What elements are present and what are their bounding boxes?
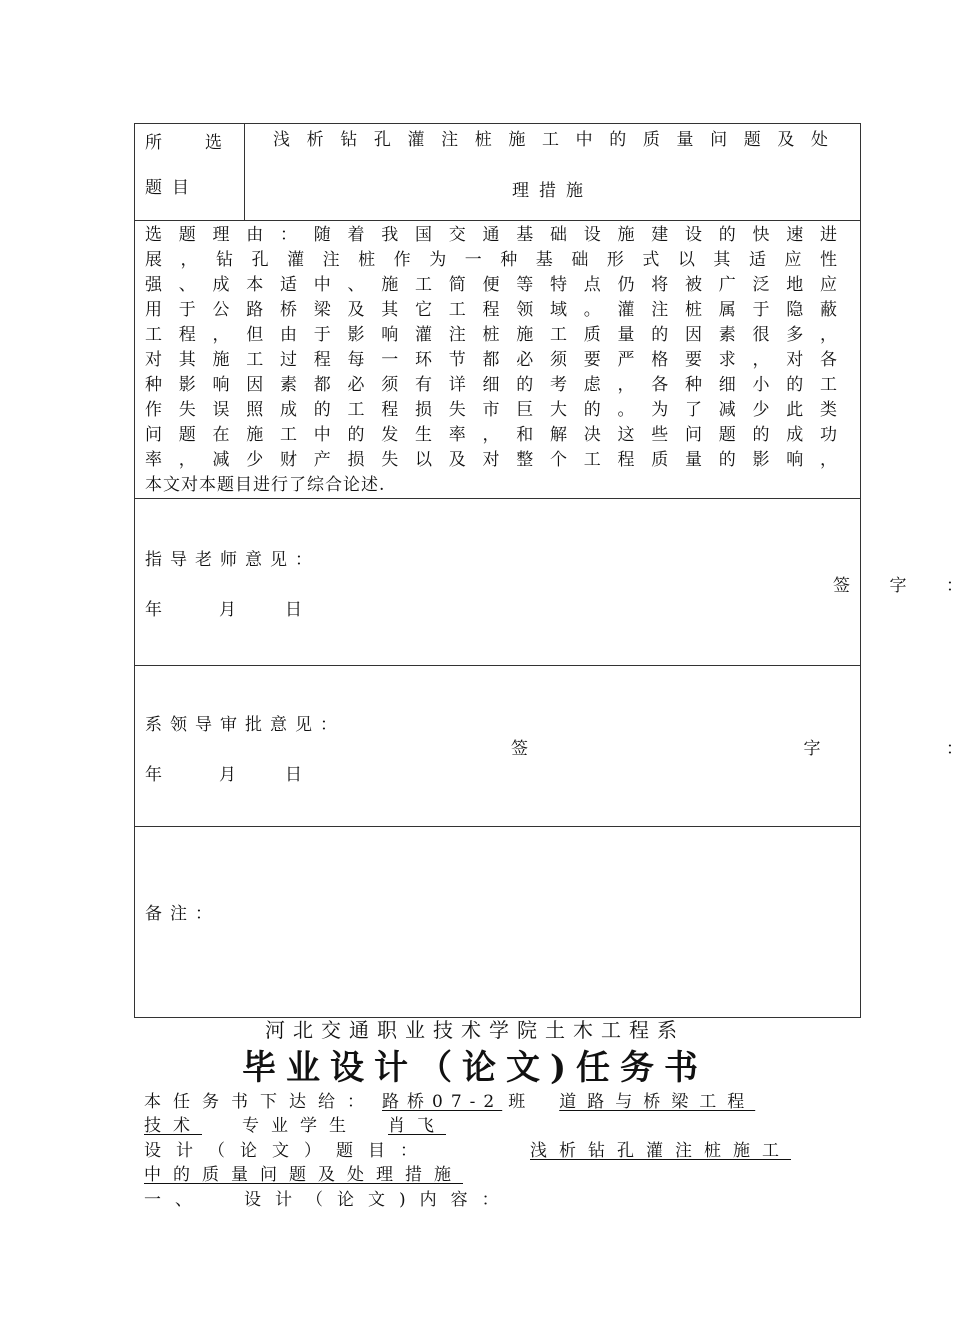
reason-line: 问题在施工中的发生率，和解决这些问题的成功 [145,425,838,445]
topic-title-cell [245,124,861,221]
dept-date-month: 月 [219,765,236,785]
dept-sign-b: 字 [803,739,821,759]
topic-label-a: 所 [145,133,162,153]
topic-prefix: 设计（论文）题目： [144,1141,432,1161]
reason-line: 种影响因素都必须有详细的考虑，各种细小的工 [145,375,838,395]
dept-opinion-label: 系领导审批意见： [145,715,345,735]
dept-row [135,666,861,827]
reason-line: 作失误照成的工程损失市巨大的。为了减少此类 [145,400,838,420]
dept-cell [135,666,963,827]
major-suffix: 专业学生 [242,1116,358,1136]
task-line-1 [144,1090,830,1114]
section1-label: 设计（论文)内容： [244,1190,513,1210]
dept-date-year: 年 [145,765,162,785]
advisor-sign-a: 签 [833,576,850,596]
topic-value-part1: 浅析钻孔灌注桩施工 [530,1141,791,1161]
topic-value-part2: 中的质量问题及处理措施 [144,1165,463,1185]
dept-date-day: 日 [285,765,302,785]
reason-line: 用于公路桥梁及其它工程领域。灌注桩属于隐蔽 [145,300,838,320]
remark-row [135,827,861,1018]
school-name: 河北交通职业技术学院土木工程系 [265,1018,685,1042]
topic-title-line1: 浅析钻孔灌注桩施工中的质量问题及处 [273,130,832,150]
reason-line: 率，减少财产损失以及对整个工程质量的影响， [145,450,838,470]
reason-text [135,221,860,498]
major-value-part1: 道路与桥梁工程 [559,1092,756,1112]
topic-label-cell [135,124,245,221]
advisor-opinion-label: 指导老师意见： [145,550,320,570]
class-value: 路桥07-2 [382,1092,503,1112]
student-name: 肖飞 [388,1116,446,1136]
reason-line: 展，钻孔灌注桩作为一种基础形式以其适应性 [145,250,838,270]
dept-sign-a: 签 [511,739,528,759]
task-line-4 [144,1163,830,1187]
task-line-3 [144,1139,830,1163]
document-title: 毕业设计（论文)任务书 [241,1048,709,1088]
topic-label-b: 选 [205,133,222,153]
advisor-row [135,499,861,666]
reason-line: 本文对本题目进行了综合论述. [145,475,386,495]
advisor-date-day: 日 [285,600,302,620]
topic-title-line2: 理措施 [512,181,593,201]
advisor-date-month: 月 [219,600,236,620]
remark-label: 备注： [145,904,220,924]
reason-line: 对其施工过程每一环节都必须要严格要求，对各 [145,350,838,370]
reason-cell [135,221,861,499]
recipient-prefix: 本任务书下达给： [144,1092,376,1112]
advisor-sign-c: ： [946,576,963,596]
advisor-cell [135,499,963,666]
remark-cell [135,827,861,1018]
reason-line: 强、成本适中、施工简便等特点仍将被广泛地应 [145,275,838,295]
reason-row [135,221,861,499]
advisor-date-year: 年 [145,600,162,620]
major-value-part2: 技术 [144,1116,202,1136]
dept-sign-c: ： [946,739,963,759]
advisor-sign-b: 字 [889,576,907,596]
topic-form-table [134,123,963,1018]
task-line-2 [144,1114,830,1138]
topic-row [135,124,861,221]
class-suffix: 班 [508,1092,526,1112]
reason-line: 选题理由：随着我国交通基础设施建设的快速进 [145,225,838,245]
reason-line: 工程，但由于影响灌注桩施工质量的因素很多， [145,325,838,345]
section1-number: 一、 [144,1190,206,1210]
topic-label-line2: 题目 [145,178,199,198]
task-line-5 [144,1188,830,1212]
